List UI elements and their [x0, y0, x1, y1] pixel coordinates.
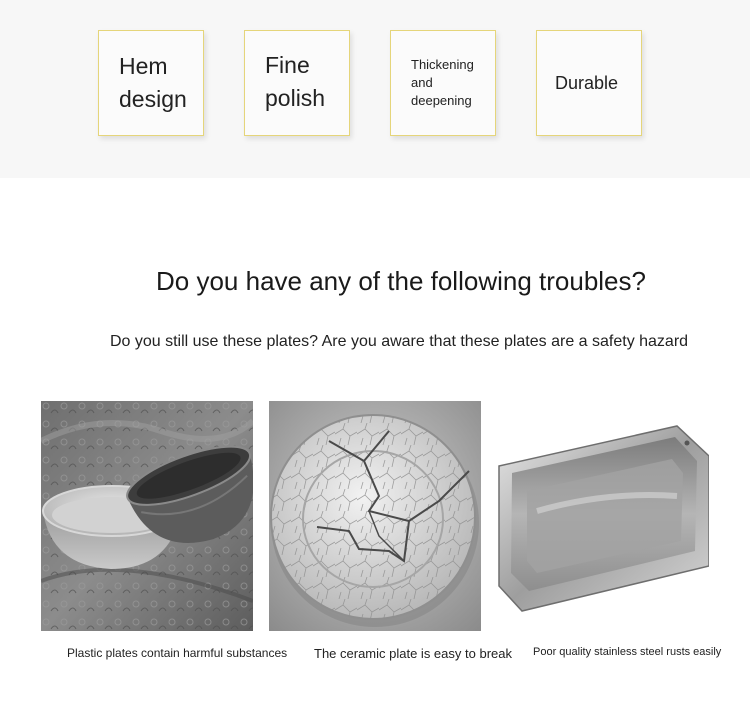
feature-card-fine-polish	[244, 30, 350, 136]
feature-label: polish	[265, 85, 326, 111]
stainless-steel-caption: Poor quality stainless steel rusts easily	[533, 646, 722, 658]
feature-label: and	[411, 75, 433, 90]
troubles-subheading: Do you still use these plates? Are you aware that these plates are a safety hazard	[109, 333, 689, 350]
feature-label: Hem	[119, 53, 168, 79]
feature-label: Fine	[265, 52, 310, 78]
feature-label: deepening	[411, 93, 472, 108]
cracked-ceramic-plate-photo	[269, 401, 481, 631]
feature-label: design	[119, 86, 187, 112]
feature-card-hem-design	[98, 30, 204, 136]
feature-card-thickening	[390, 30, 496, 136]
plastic-plates-caption: Plastic plates contain harmful substances	[67, 646, 288, 660]
stainless-steel-pan-photo	[497, 401, 709, 631]
feature-card-durable	[536, 30, 642, 136]
ceramic-plate-caption: The ceramic plate is easy to break	[314, 646, 512, 661]
troubles-heading: Do you have any of the following troubles?	[156, 266, 646, 296]
feature-label: Thickening	[411, 57, 474, 72]
plastic-bowls-photo	[41, 401, 253, 631]
feature-label: Durable	[555, 72, 619, 93]
